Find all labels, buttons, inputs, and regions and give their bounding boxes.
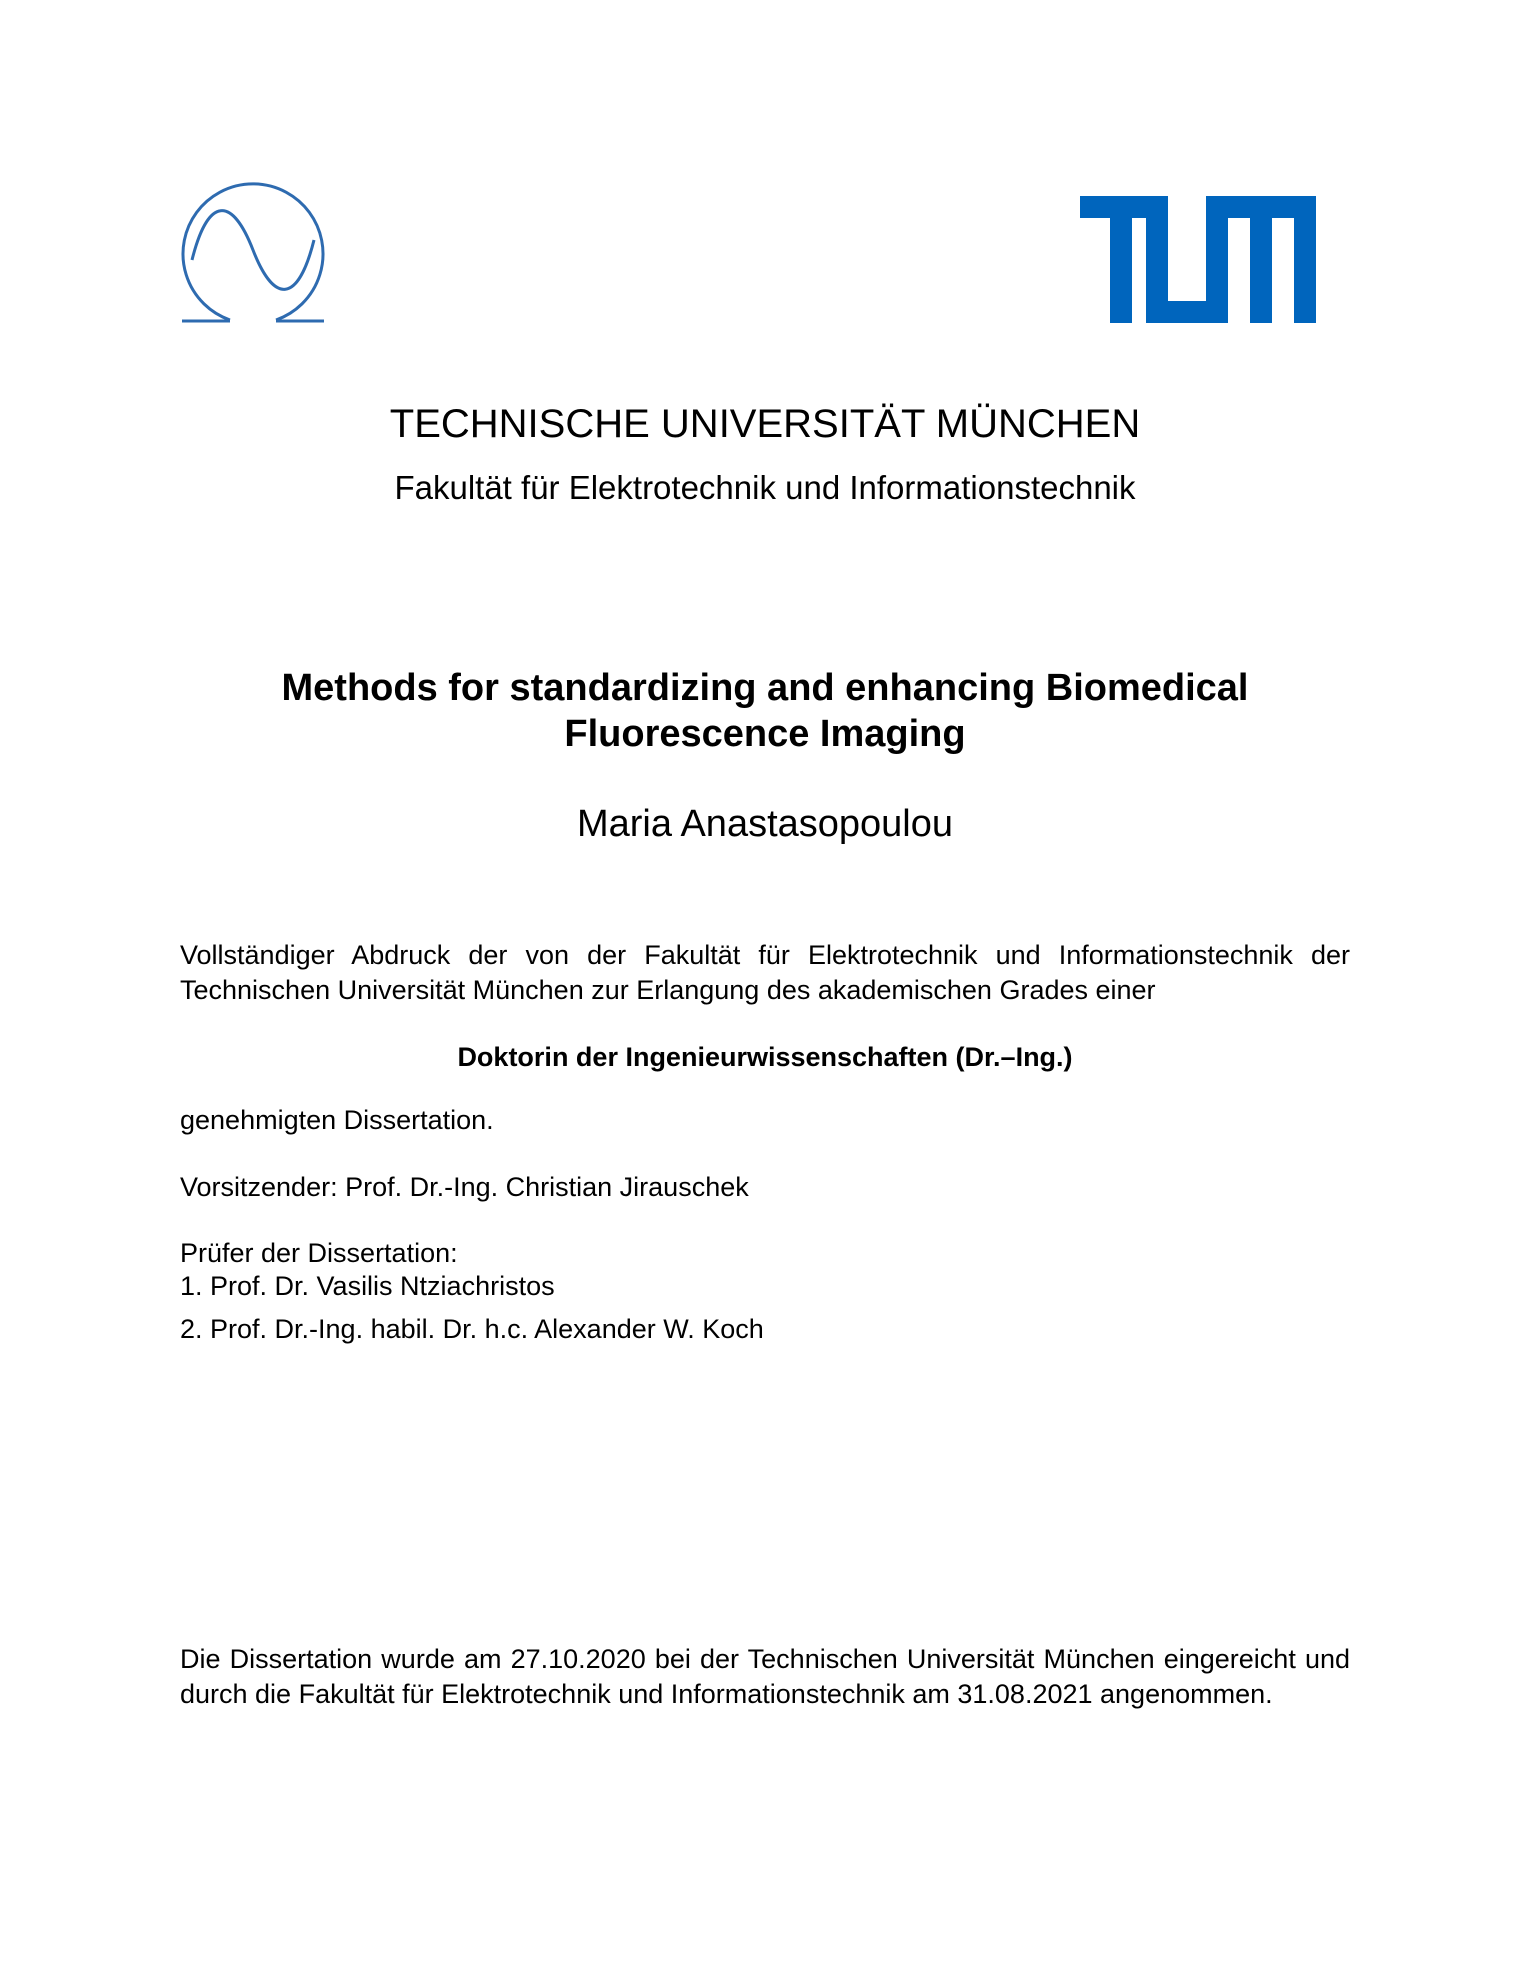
closing-paragraph: Die Dissertation wurde am 27.10.2020 bei der Technischen Universität München eingereicht und durch die Fakultät für Elektrotechnik und Informationstechnik am 31.08.2021 angenommen. <box>180 1644 1350 1709</box>
examiners-label: Prüfer der Dissertation: <box>180 1238 458 1268</box>
intro-paragraph: Vollständiger Abdruck der von der Fakultät für Elektrotechnik und Informationstechnik der Technischen Universität München zur Erlangung des akademischen Grades einer <box>180 940 1350 1005</box>
thesis-title-line-2: Fluorescence Imaging <box>564 713 966 755</box>
thesis-title-line-1: Methods for standardizing and enhancing Biomedical <box>281 667 1249 709</box>
chair-line: Vorsitzender: Prof. Dr.-Ing. Christian Jirauschek <box>180 1172 749 1202</box>
degree-title: Doktorin der Ingenieurwissenschaften (Dr.–Ing.) <box>457 1042 1073 1072</box>
faculty-name: Fakultät für Elektrotechnik und Informationstechnik <box>394 469 1136 506</box>
tum-logo <box>1080 196 1316 323</box>
author-name: Maria Anastasopoulou <box>576 803 954 845</box>
thesis-title <box>0 665 1530 757</box>
approved-text: genehmigten Dissertation. <box>180 1105 494 1135</box>
examiner-2: 2. Prof. Dr.-Ing. habil. Dr. h.c. Alexander W. Koch <box>180 1314 764 1344</box>
examiner-1: 1. Prof. Dr. Vasilis Ntziachristos <box>180 1271 555 1301</box>
omega-sine-wave-icon <box>180 176 326 324</box>
university-name: TECHNISCHE UNIVERSITÄT MÜNCHEN <box>389 402 1141 446</box>
